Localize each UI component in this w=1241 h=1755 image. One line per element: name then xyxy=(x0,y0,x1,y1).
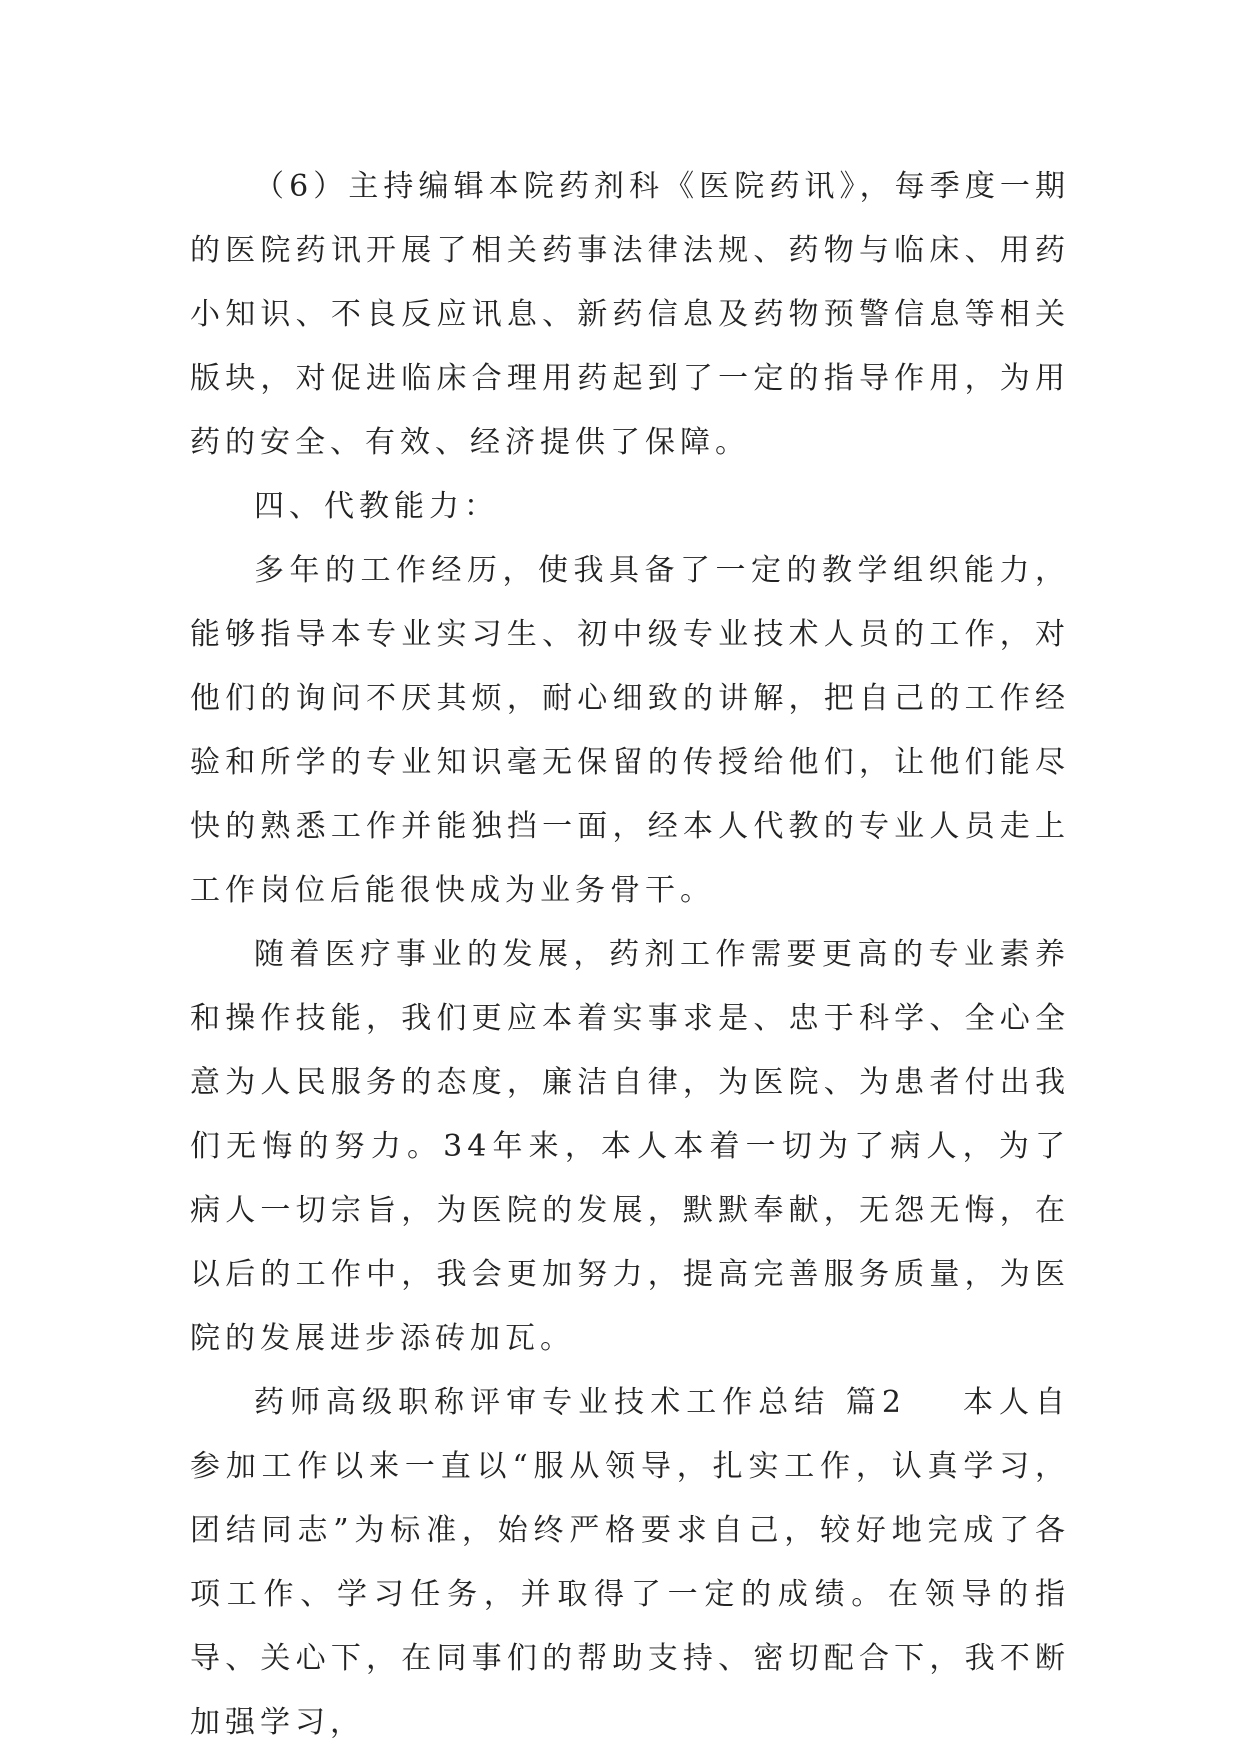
article-2-heading: 药师高级职称评审专业技术工作总结 篇2 xyxy=(254,1385,906,1420)
document-body xyxy=(190,155,1070,1755)
section-heading-teaching-ability: 四、代教能力： xyxy=(254,489,499,524)
paragraph-career-summary: 随着医疗事业的发展，药剂工作需要更高的专业素养和操作技能，我们更应本着实事求是、忠于科学、全心全意为人民服务的态度，廉洁自律，为医院、为患者付出我们无悔的努力。34年来，本人本着一切为了病人，为了病人一切宗旨，为医院的发展，默默奉献，无怨无悔，在以后的工作中，我会更加努力，提高完善服务质量，为医院的发展进步添砖加瓦。 xyxy=(190,937,1070,1356)
article-2-body: 本人自参加工作以来一直以“服从领导，扎实工作，认真学习，团结同志”为标准，始终严格要求自己，较好地完成了各项工作、学习任务，并取得了一定的成绩。在领导的指导、关心下，在同事们的帮助支持、密切配合下，我不断加强学习， xyxy=(190,1385,1071,1740)
paragraph-teaching-experience: 多年的工作经历，使我具备了一定的教学组织能力，能够指导本专业实习生、初中级专业技术人员的工作，对他们的询问不厌其烦，耐心细致的讲解，把自己的工作经验和所学的专业知识毫无保留的传授给他们，让他们能尽快的熟悉工作并能独挡一面，经本人代教的专业人员走上工作岗位后能很快成为业务骨干。 xyxy=(190,553,1070,908)
paragraph-hospital-newsletter: （6）主持编辑本院药剂科《医院药讯》，每季度一期的医院药讯开展了相关药事法律法规、药物与临床、用药小知识、不良反应讯息、新药信息及药物预警信息等相关版块，对促进临床合理用药起到了一定的指导作用，为用药的安全、有效、经济提供了保障。 xyxy=(190,169,1070,460)
paragraph-section-2 xyxy=(190,1371,1070,1755)
